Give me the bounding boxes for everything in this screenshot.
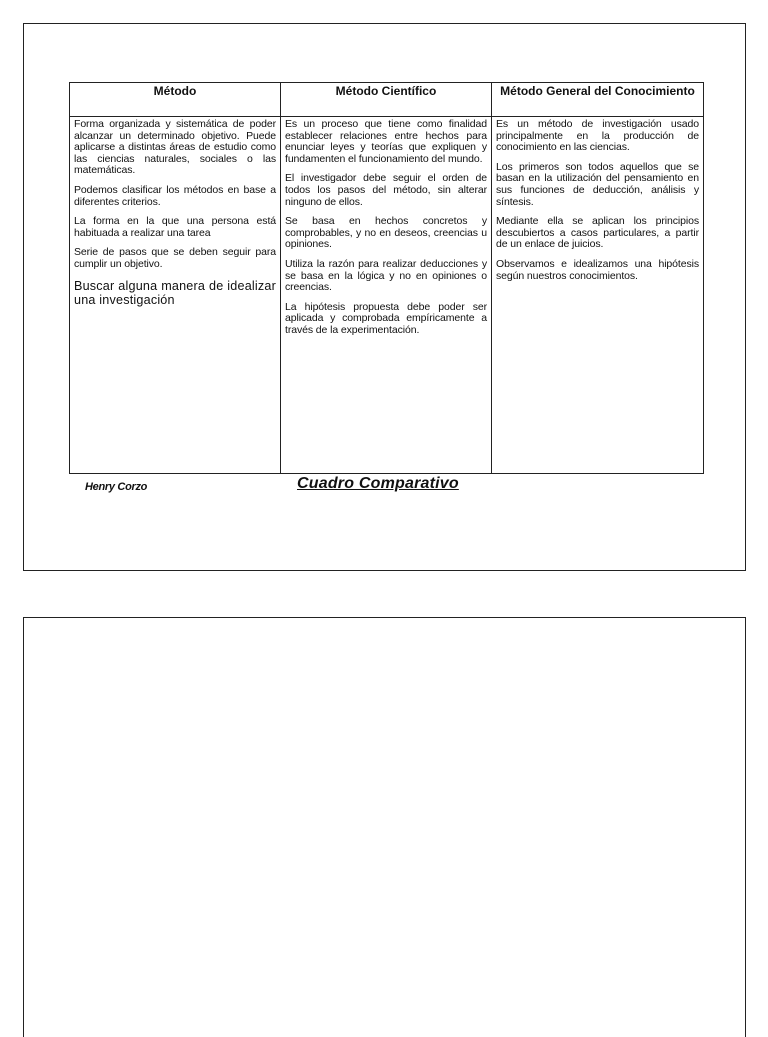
header-metodo-cientifico: Método Científico	[281, 83, 492, 117]
document-title: Cuadro Comparativo	[297, 475, 459, 492]
column-metodo-general	[492, 117, 704, 474]
cell-paragraph: Utiliza la razón para realizar deducciones y se basa en la lógica y no en opiniones o creencias.	[285, 257, 487, 294]
column-metodo-cientifico	[281, 117, 492, 474]
cell-paragraph: Es un proceso que tiene como finalidad establecer relaciones entre hechos para enunciar leyes y teorías que expliquen y fundamenten el funcionamiento del mundo.	[285, 118, 487, 165]
author-name: Henry Corzo	[85, 481, 148, 493]
cell-paragraph: Observamos e idealizamos una hipótesis según nuestros conocimientos.	[496, 257, 699, 282]
table-body-row	[70, 117, 704, 474]
cell-paragraph: La hipótesis propuesta debe poder ser aplicada y comprobada empíricamente a través de la experimentación.	[285, 300, 487, 336]
cell-paragraph: Mediante ella se aplican los principios descubiertos a casos particulares, a partir de un enlace de juicios.	[496, 215, 699, 251]
cell-paragraph: Se basa en hechos concretos y comprobables, y no en deseos, creencias u opiniones.	[285, 215, 487, 251]
cell-paragraph: Los primeros son todos aquellos que se basan en la utilización del pensamiento en sus funciones de deducción, análisis y síntesis.	[496, 160, 699, 208]
cell-paragraph: El investigador debe seguir el orden de todos los pasos del método, sin alterar ninguno de ellos.	[285, 172, 487, 208]
document-page-1	[23, 23, 746, 571]
cell-paragraph: La forma en la que una persona está habituada a realizar una tarea	[74, 215, 276, 239]
header-metodo: Método	[70, 83, 281, 117]
cell-paragraph: Forma organizada y sistemática de poder alcanzar un determinado objetivo. Puede aplicarse a distintas áreas de estudio como las ciencias naturales, sociales o las matemáticas.	[74, 118, 276, 177]
cell-paragraph: Buscar alguna manera de idealizar una investigación	[74, 278, 276, 308]
cell-paragraph: Es un método de investigación usado principalmente en la producción de conocimiento en las ciencias.	[496, 118, 699, 154]
cell-paragraph: Serie de pasos que se deben seguir para cumplir un objetivo.	[74, 246, 276, 270]
document-page-2	[23, 617, 746, 1037]
header-metodo-general: Método General del Conocimiento	[492, 83, 704, 117]
comparison-table	[69, 82, 704, 474]
cell-paragraph: Podemos clasificar los métodos en base a diferentes criterios.	[74, 183, 276, 208]
table-header-row	[70, 83, 704, 117]
column-metodo	[70, 117, 281, 474]
